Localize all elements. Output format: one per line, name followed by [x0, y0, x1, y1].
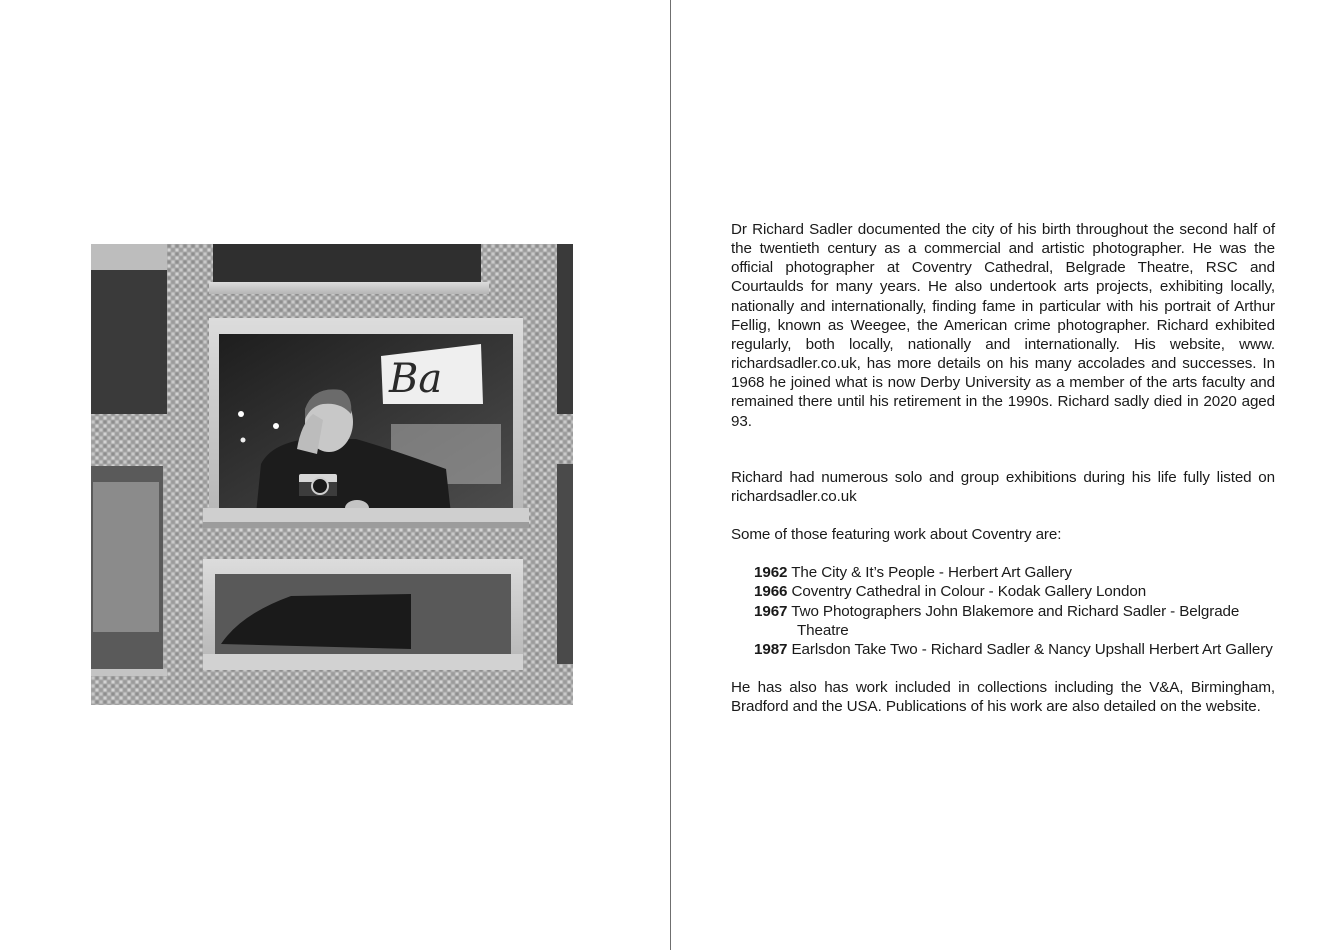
page-spine-divider — [670, 0, 671, 950]
exhibition-year: 1967 — [754, 602, 788, 620]
exhibition-title: Earlsdon Take Two - Richard Sadler & Nancy Upshall Herbert Art Gallery — [791, 640, 1273, 658]
list-item — [754, 582, 1275, 601]
exhibition-year: 1962 — [754, 564, 788, 582]
list-item — [754, 563, 1275, 582]
exhibition-title: Coventry Cathedral in Colour - Kodak Gallery London — [791, 583, 1147, 601]
coventry-intro-paragraph: Some of those featuring work about Coventry are: — [731, 526, 1062, 544]
portrait-photo — [91, 244, 573, 705]
shop-sign-text: Ba — [389, 356, 443, 402]
exhibition-title: Two Photographers John Blakemore and Richard Sadler - Belgrade Theatre — [791, 602, 1240, 639]
exhibition-title: The City & It’s People - Herbert Art Gallery — [791, 564, 1072, 582]
exhibition-year: 1966 — [754, 583, 788, 601]
biography-paragraph: Dr Richard Sadler documented the city of his birth throughout the second half of the twentieth century as a commercial and artistic photographer. He was the official photographer at Coventry Cathedral, Belgrade Theatre, RSC and Courtaulds for many years. He also undertook arts projects, exhibiting locally, nationally and internationally, finding fame in particular with his portrait of Arthur Fellig, known as Weegee, the American crime photographer. Richard exhibited regularly, both locally, nationally and internationally. His website, www. richardsadler.co.uk, has more details on his many accolades and successes. In 1968 he joined what is now Derby University as a member of the arts faculty and remained there until his retirement in the 1990s. Richard sadly died in 2020 aged 93. — [731, 221, 1275, 430]
biography-text-column — [731, 220, 1275, 716]
list-item — [754, 602, 1275, 640]
exhibition-year: 1987 — [754, 640, 788, 658]
collections-paragraph: He has also has work included in collections including the V&A, Birmingham, Bradford and the USA. Publications of his work are also detailed on the website. — [731, 678, 1275, 716]
list-item — [754, 640, 1275, 659]
exhibitions-intro-paragraph: Richard had numerous solo and group exhibitions during his life fully listed on richardsadler.co.uk — [731, 468, 1275, 505]
exhibition-list — [731, 563, 1275, 659]
